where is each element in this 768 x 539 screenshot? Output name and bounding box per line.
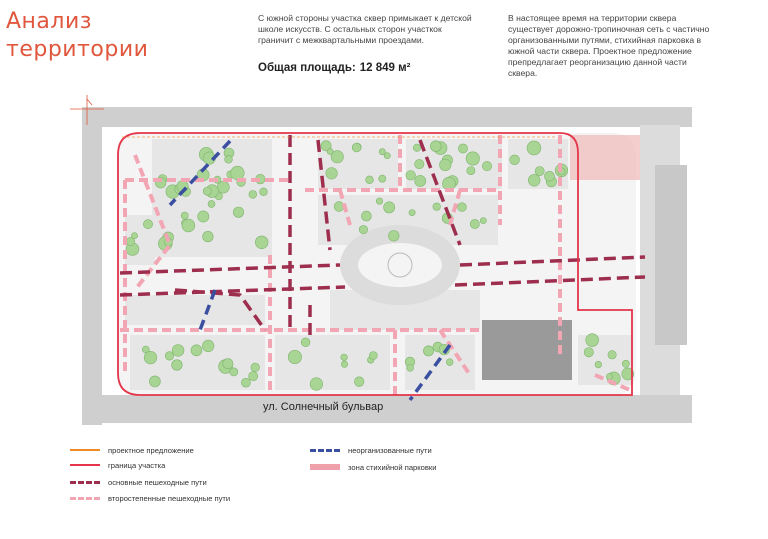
tree <box>584 348 593 357</box>
tree <box>208 200 215 207</box>
street-name: ул. Солнечный бульвар <box>263 401 384 413</box>
parking-zone <box>570 135 640 180</box>
tree <box>379 149 385 155</box>
tree <box>389 231 400 242</box>
legend-swatch-unorganized-paths <box>310 449 340 452</box>
tree <box>127 237 135 245</box>
tree <box>203 231 214 242</box>
tree <box>144 351 157 364</box>
tree <box>203 187 211 195</box>
tree <box>359 225 367 233</box>
central-plaza <box>340 225 460 305</box>
tree <box>595 361 602 368</box>
tree <box>446 359 453 366</box>
tree <box>423 346 433 356</box>
tree <box>413 144 420 151</box>
legend-parking-zone <box>310 462 437 472</box>
tree <box>149 376 160 387</box>
tree <box>327 149 333 155</box>
tree <box>217 181 229 193</box>
site-plan-map <box>0 95 768 430</box>
tree <box>241 378 250 387</box>
legend-proposal <box>70 445 194 455</box>
tree <box>527 141 541 155</box>
legend-label: проектное предложение <box>108 445 194 455</box>
tree <box>143 220 152 229</box>
legend-label: неорганизованные пути <box>348 445 432 455</box>
tree <box>458 203 467 212</box>
tree <box>586 334 599 347</box>
tree <box>249 191 257 199</box>
legend-swatch-secondary-paths <box>70 497 100 500</box>
legend-unorganized-paths <box>310 445 432 455</box>
tree <box>230 368 238 376</box>
page-title <box>6 8 206 64</box>
title-line-2: территории <box>6 37 149 62</box>
tree <box>440 159 452 171</box>
tree <box>535 167 544 176</box>
tree <box>376 198 382 204</box>
legend-boundary <box>70 460 165 470</box>
tree <box>301 338 310 347</box>
tree <box>415 175 426 186</box>
tree <box>384 202 395 213</box>
legend-secondary-paths <box>70 493 230 503</box>
tree <box>310 378 323 391</box>
tree <box>182 219 195 232</box>
tree <box>366 176 374 184</box>
neighbor-buildings <box>655 165 687 345</box>
legend-main-paths <box>70 477 207 487</box>
tree <box>181 212 188 219</box>
area-label: Общая площадь: <box>258 62 356 74</box>
legend-swatch-parking-zone <box>310 464 340 470</box>
tree <box>260 188 268 196</box>
tree <box>334 202 344 212</box>
tree <box>354 377 364 387</box>
tree <box>231 166 245 180</box>
tree <box>249 372 258 381</box>
tree <box>251 363 260 372</box>
legend-swatch-proposal <box>70 449 100 451</box>
legend-label: второстепенные пешеходные пути <box>108 493 231 503</box>
tree <box>415 159 424 168</box>
tree <box>606 373 612 379</box>
legend-swatch-boundary <box>70 464 100 466</box>
tree <box>467 167 475 175</box>
tree <box>172 345 184 357</box>
title-line-1: Анализ <box>6 9 92 34</box>
tree <box>352 143 361 152</box>
tree <box>545 171 555 181</box>
tree <box>510 155 520 165</box>
tree <box>255 236 268 249</box>
legend-label: зона стихийной парковки <box>348 462 437 472</box>
tree <box>165 352 174 361</box>
tree <box>466 152 479 165</box>
legend-label: граница участка <box>108 460 166 470</box>
tree <box>172 360 183 371</box>
tree <box>406 171 416 181</box>
tree <box>409 210 415 216</box>
site-plan-svg <box>0 95 768 430</box>
tree <box>407 365 414 372</box>
tree <box>225 155 233 163</box>
tree <box>622 360 629 367</box>
tree <box>433 203 441 211</box>
tree <box>458 144 467 153</box>
tree <box>379 175 386 182</box>
tree <box>191 345 202 356</box>
total-area <box>258 62 498 74</box>
tree <box>288 350 301 363</box>
tree <box>369 352 377 360</box>
tree <box>223 359 233 369</box>
tree <box>480 218 486 224</box>
tree <box>482 161 491 170</box>
tree <box>470 219 479 228</box>
tree <box>326 168 338 180</box>
tree <box>198 211 209 222</box>
tree <box>233 207 243 217</box>
tree <box>608 351 616 359</box>
tree <box>528 174 540 186</box>
legend-swatch-main-paths <box>70 481 100 484</box>
area-value: 12 849 м² <box>359 62 411 74</box>
intro-text: С южной стороны участка сквер примыкает к детской школе искусств. С остальных сторон участкок граничит с межквартальными проездами. <box>258 13 472 45</box>
tree <box>341 354 348 361</box>
tree <box>341 361 347 367</box>
tree <box>361 211 371 221</box>
site-description: В настоящее время на территории сквера существует дорожно-тропиночная сеть с частично организованными путями, стихийная парковка в южной части сквера. Проектное предложение препредлагает реорганизацию данной части сквера. <box>508 13 710 78</box>
tree <box>202 340 214 352</box>
tree <box>430 141 441 152</box>
legend-label: основные пешеходные пути <box>108 477 207 487</box>
